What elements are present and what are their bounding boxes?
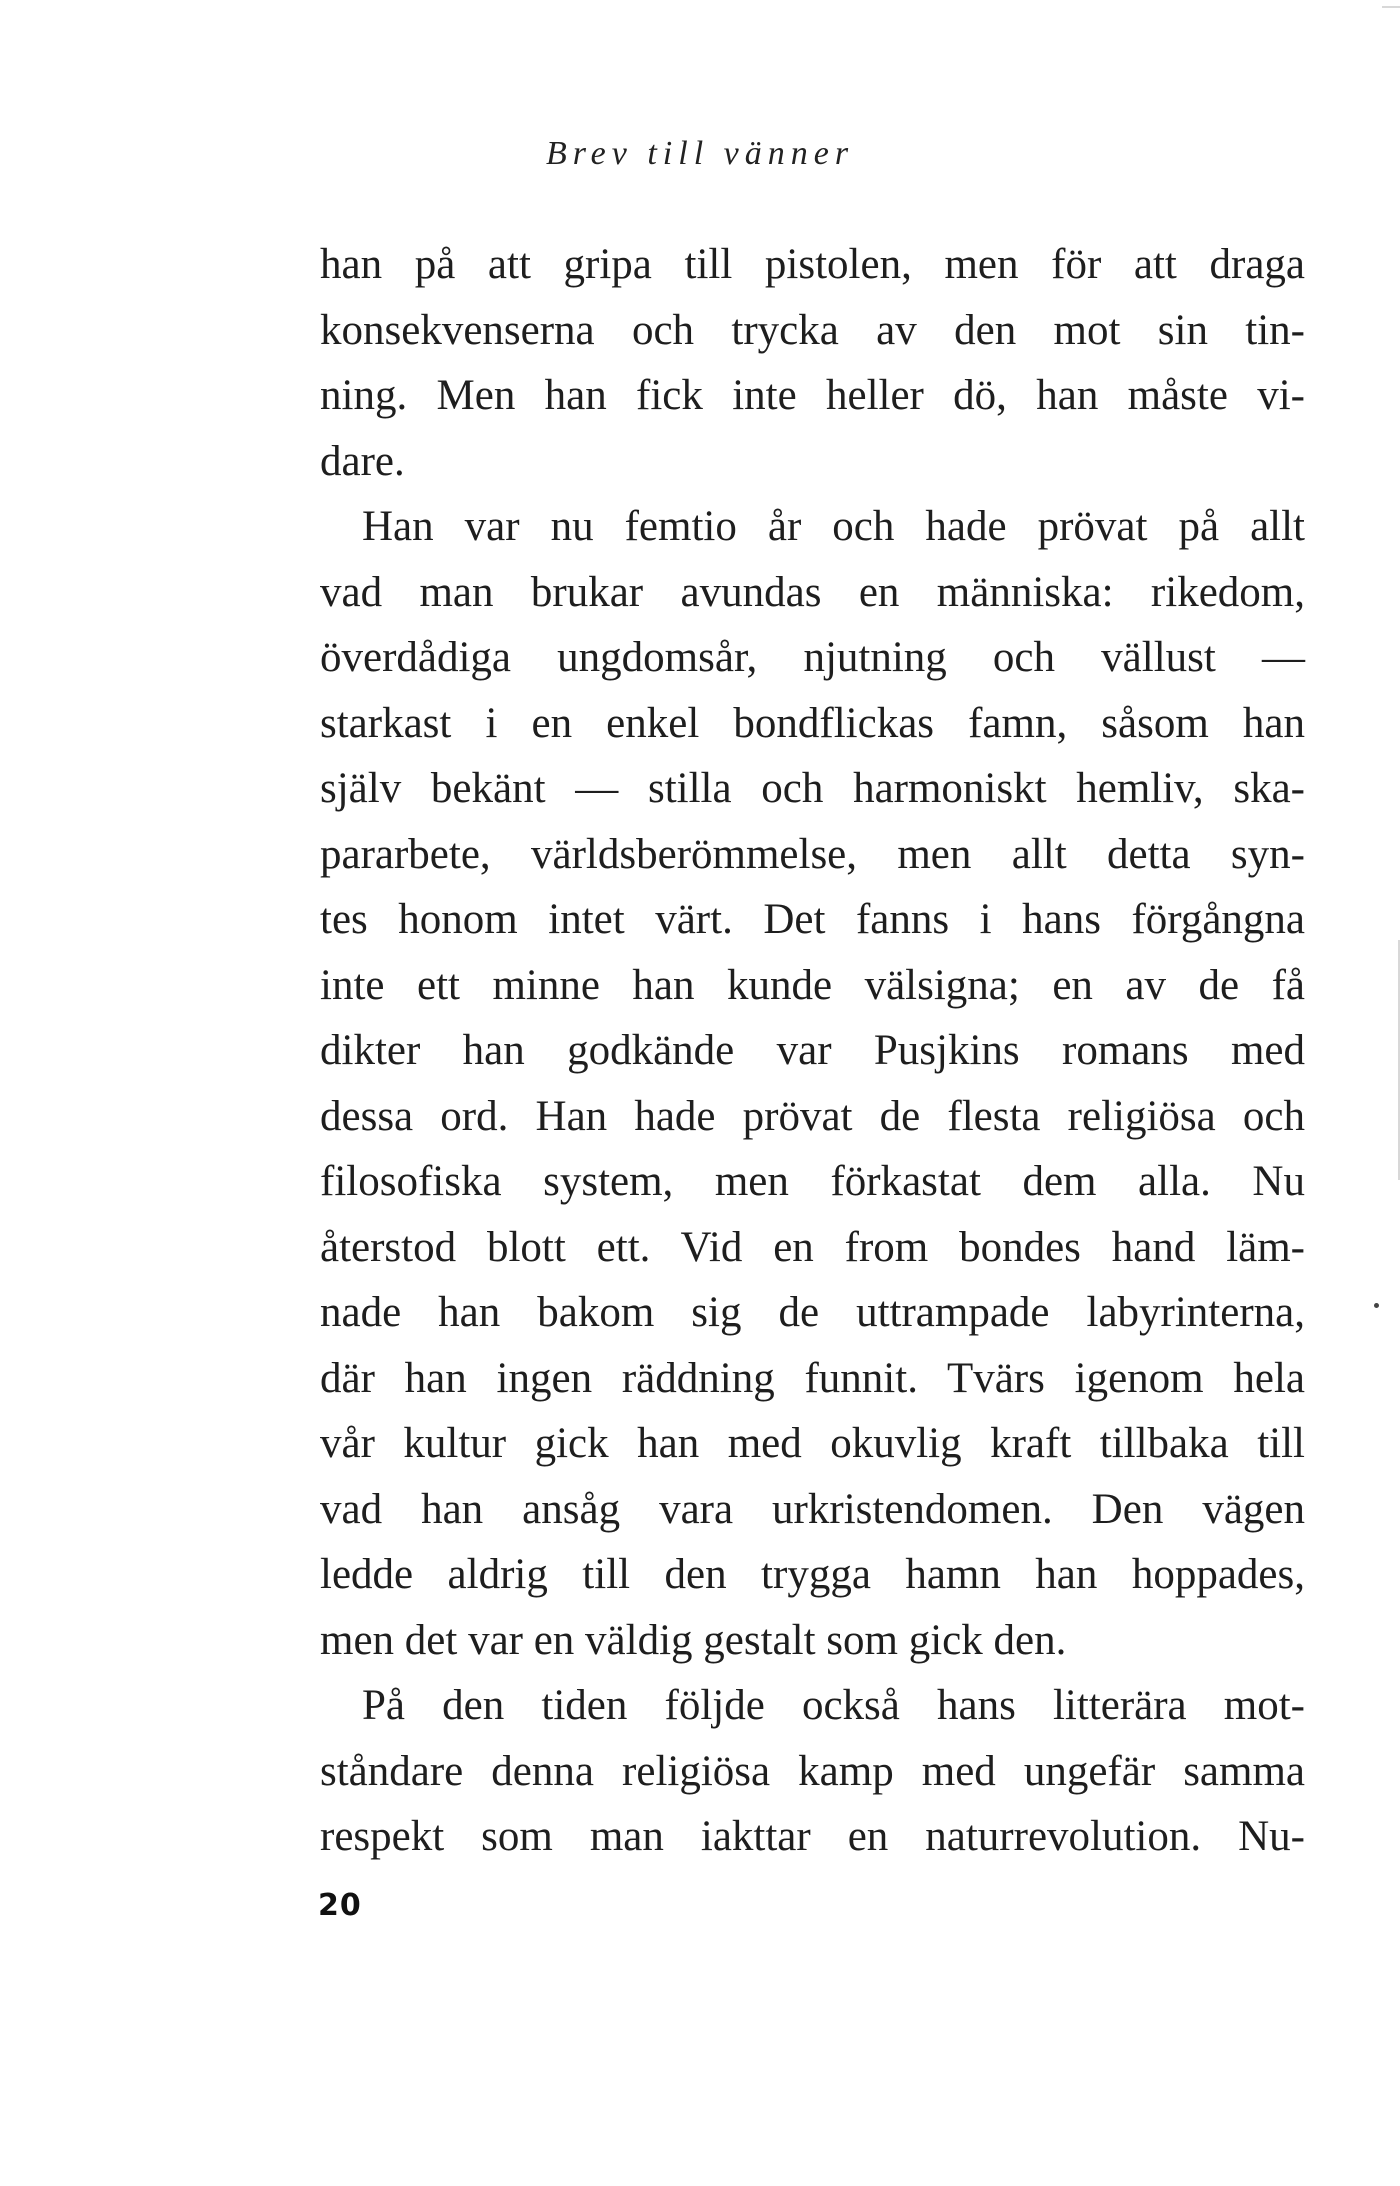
text-line: vår kultur gick han med okuvlig kraft tillbaka till — [320, 1420, 1305, 1467]
text-line: nade han bakom sig de uttrampade labyrinterna, — [320, 1289, 1305, 1336]
text-line: inte ett minne han kunde välsigna; en av de få — [320, 961, 1305, 1009]
text-line: ledde aldrig till den trygga hamn han hoppades, — [320, 1551, 1305, 1598]
text-line: där han ingen räddning funnit. Tvärs igenom hela — [320, 1354, 1305, 1402]
text-line: respekt som man iakttar en naturrevolution. Nu- — [320, 1813, 1305, 1860]
text-line: han på att gripa till pistolen, men för att draga — [320, 241, 1305, 288]
text-line: överdådiga ungdomsår, njutning och vällust — — [320, 634, 1305, 681]
text-line: dare. — [320, 437, 405, 485]
text-line: dikter han godkände var Pusjkins romans med — [320, 1027, 1305, 1074]
text-line: själv bekänt — stilla och harmoniskt hemliv, ska- — [320, 765, 1305, 812]
page-number: 20 — [318, 1888, 362, 1923]
text-line: ning. Men han fick inte heller dö, han måste vi- — [320, 372, 1305, 419]
text-line: pararbete, världsberömmelse, men allt detta syn- — [320, 830, 1305, 878]
text-line: tes honom intet värt. Det fanns i hans förgångna — [320, 896, 1305, 943]
running-head: Brev till vänner — [545, 135, 855, 172]
text-line: vad han ansåg vara urkristendomen. Den vägen — [320, 1485, 1305, 1533]
stray-ink-dot — [1374, 1303, 1379, 1308]
text-line: starkast i en enkel bondflickas famn, såsom han — [320, 699, 1305, 747]
text-line: Han var nu femtio år och hade prövat på allt — [362, 503, 1305, 550]
text-line: vad man brukar avundas en människa: rikedom, — [320, 568, 1305, 616]
text-line: återstod blott ett. Vid en from bondes hand läm- — [320, 1223, 1305, 1271]
text-line: konsekvenserna och trycka av den mot sin tin- — [320, 306, 1305, 354]
text-line: filosofiska system, men förkastat dem alla. Nu — [320, 1158, 1305, 1205]
text-line: men det var en väldig gestalt som gick den. — [320, 1616, 1067, 1664]
text-line: På den tiden följde också hans litterära mot- — [362, 1682, 1305, 1729]
text-line: dessa ord. Han hade prövat de flesta religiösa och — [320, 1092, 1305, 1140]
text-line: ståndare denna religiösa kamp med ungefär samma — [320, 1747, 1305, 1795]
body-text — [320, 232, 1305, 1870]
scan-edge-mark — [1382, 6, 1400, 8]
